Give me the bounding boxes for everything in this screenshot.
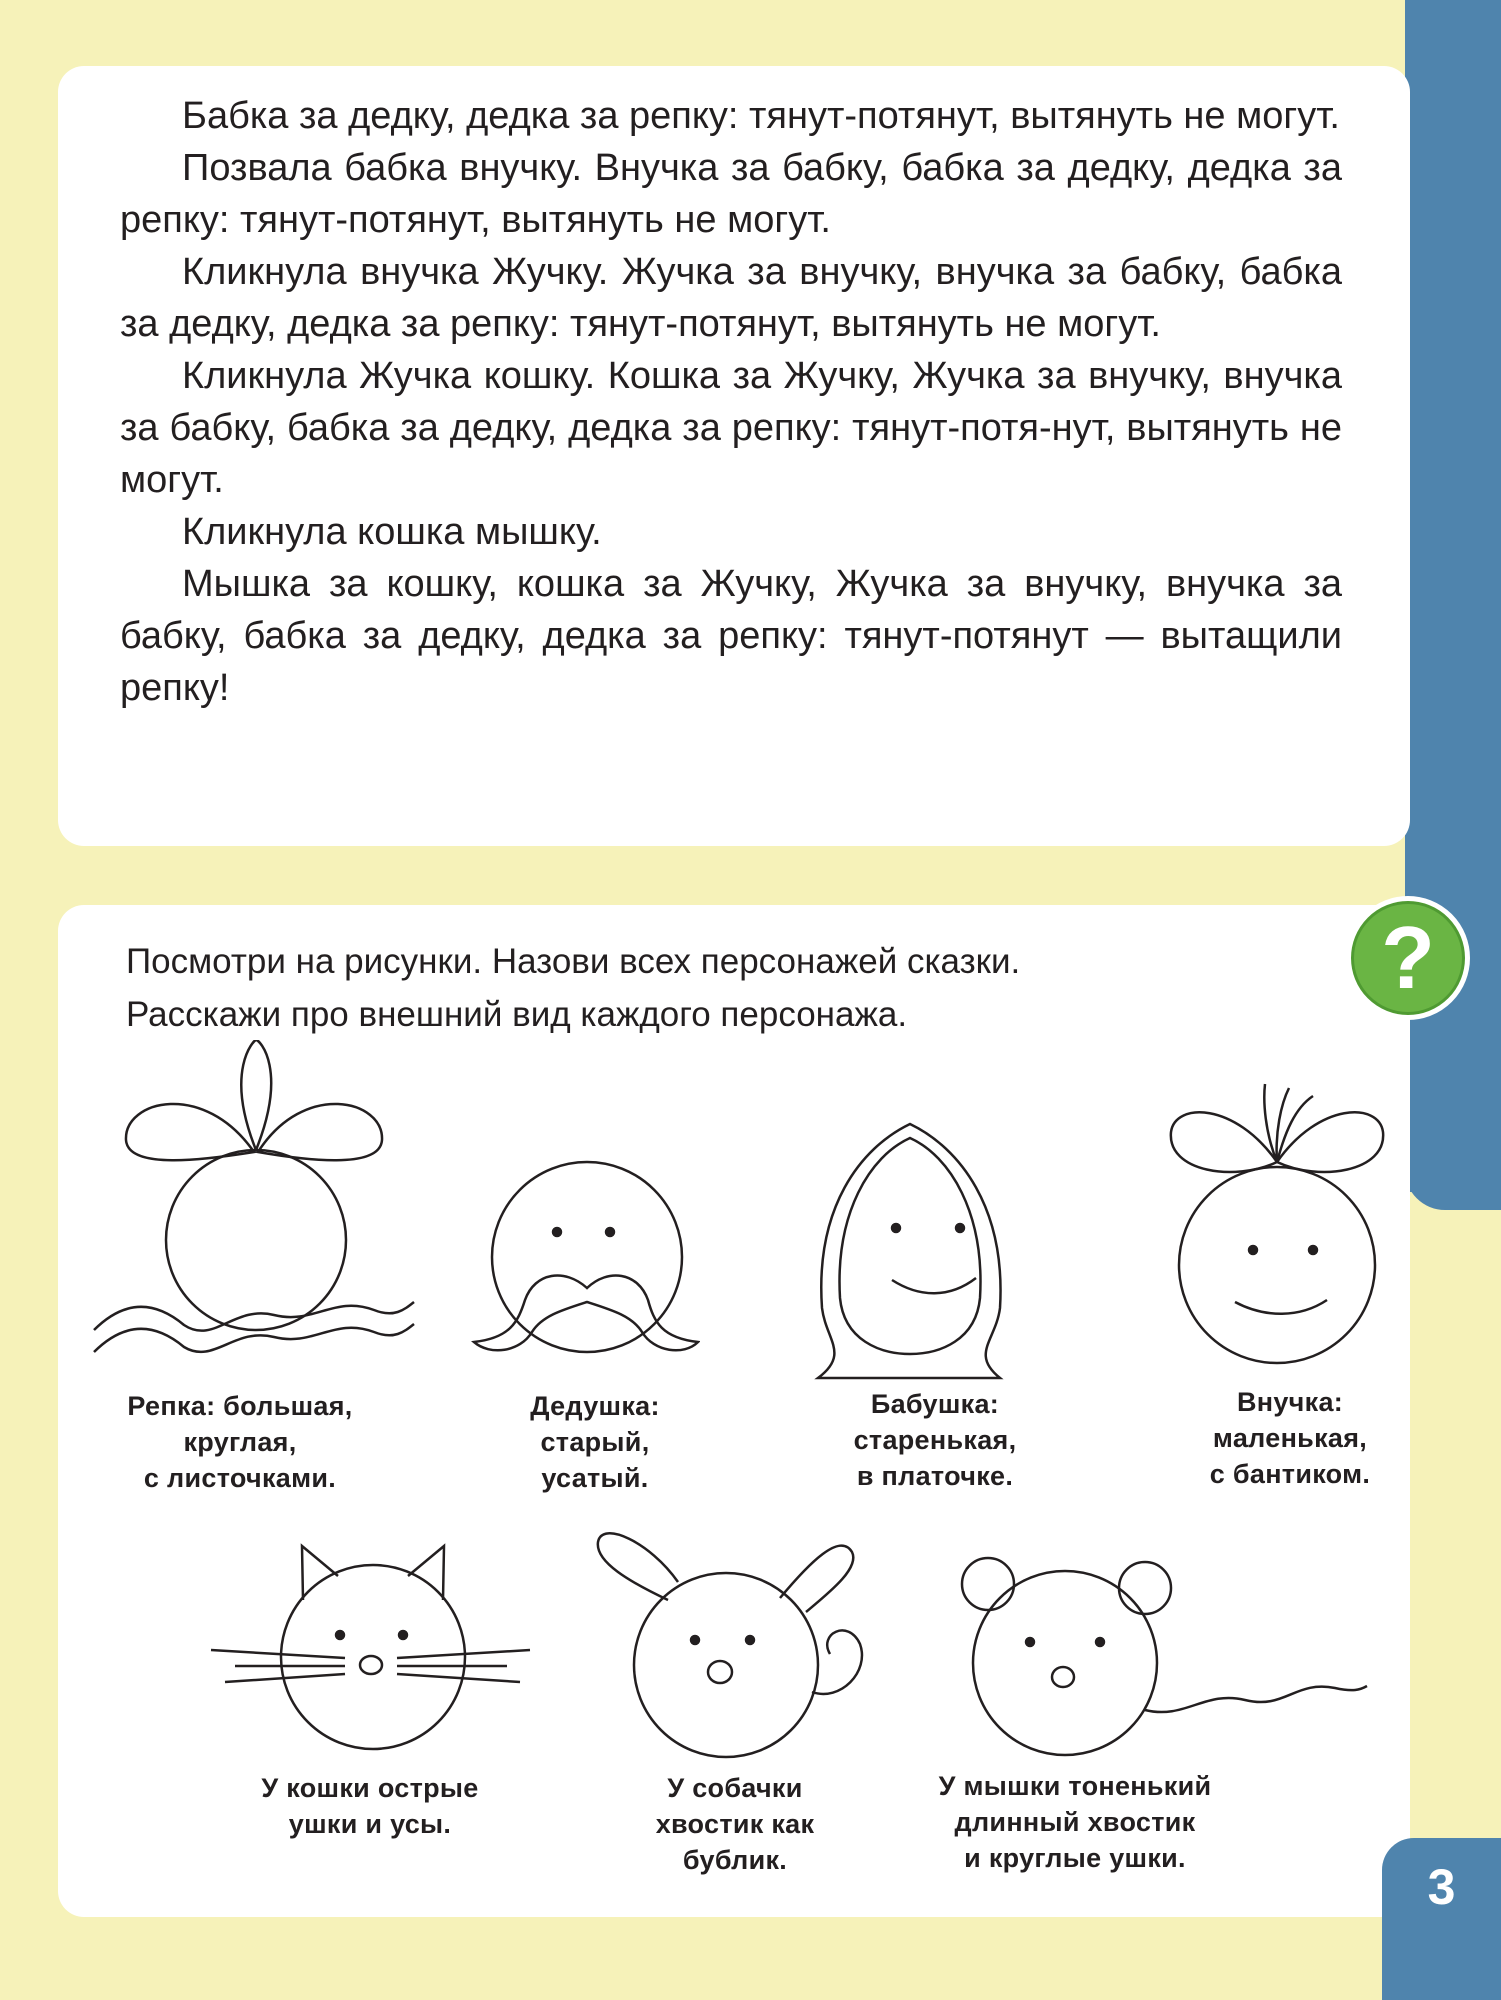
caption-line: Репка: большая, bbox=[127, 1391, 353, 1421]
grandpa-drawing-icon bbox=[470, 1160, 700, 1360]
caption-line: Бабушка: bbox=[870, 1389, 1000, 1419]
caption-line: Дедушка: bbox=[530, 1391, 660, 1421]
caption-line: старый, bbox=[540, 1427, 650, 1457]
story-text bbox=[120, 90, 1342, 714]
question-badge-icon: ? bbox=[1346, 896, 1470, 1020]
caption-line: старенькая, bbox=[853, 1425, 1017, 1455]
page-number: 3 bbox=[1427, 1859, 1456, 1915]
story-paragraph: Позвала бабка внучку. Внучка за бабку, бабка за дедку, дедка за репку: тянут-потянут, вытянуть не могут. bbox=[120, 147, 1342, 241]
caption-line: в платочке. bbox=[856, 1461, 1014, 1491]
caption-line: У мышки тоненький bbox=[938, 1771, 1212, 1801]
story-paragraph: Кликнула внучка Жучку. Жучка за внучку, внучка за бабку, бабка за дедку, дедка за репку: тянут-потянут, вытянуть не могут. bbox=[120, 251, 1342, 345]
caption-line: усатый. bbox=[541, 1463, 649, 1493]
caption-grandma bbox=[800, 1386, 1070, 1494]
task-instructions bbox=[126, 935, 1276, 1041]
dog-drawing-icon bbox=[590, 1522, 880, 1762]
task-line-1: Посмотри на рисунки. Назови всех персонажей сказки. bbox=[126, 942, 1021, 981]
caption-line: длинный хвостик bbox=[954, 1807, 1196, 1837]
caption-line: бублик. bbox=[682, 1845, 788, 1875]
caption-line: с листочками. bbox=[143, 1463, 337, 1493]
caption-granddaughter bbox=[1150, 1384, 1430, 1492]
side-tab-bottom bbox=[1405, 1140, 1501, 1210]
story-paragraph: Мышка за кошку, кошка за Жучку, Жучка за внучку, внучка за бабку, бабка за дедку, дедка за репку: тянут-потянут — вытащили репку! bbox=[120, 563, 1342, 709]
cat-drawing-icon bbox=[205, 1540, 540, 1760]
caption-line: У собачки bbox=[667, 1773, 803, 1803]
story-paragraph: Кликнула кошка мышку. bbox=[182, 511, 602, 553]
task-line-2: Расскажи про внешний вид каждого персонажа. bbox=[126, 995, 908, 1034]
story-paragraph: Кликнула Жучка кошку. Кошка за Жучку, Жучка за внучку, внучка за бабку, бабка за дедку, дедка за репку: тянут-потя-нут, вытянуть не могут. bbox=[120, 355, 1342, 501]
caption-grandpa bbox=[460, 1388, 730, 1496]
caption-line: маленькая, bbox=[1212, 1423, 1368, 1453]
caption-dog bbox=[600, 1770, 870, 1878]
caption-line: Внучка: bbox=[1236, 1387, 1344, 1417]
caption-line: с бантиком. bbox=[1209, 1459, 1371, 1489]
caption-line: ушки и усы. bbox=[288, 1809, 452, 1839]
caption-line: У кошки острые bbox=[261, 1773, 479, 1803]
caption-line: хвостик как bbox=[655, 1809, 815, 1839]
caption-cat bbox=[225, 1770, 515, 1842]
caption-mouse bbox=[905, 1768, 1245, 1876]
turnip-drawing-icon bbox=[84, 1040, 424, 1360]
caption-turnip bbox=[90, 1388, 390, 1496]
story-card bbox=[58, 66, 1410, 846]
story-paragraph: Бабка за дедку, дедка за репку: тянут-потянут, вытянуть не могут. bbox=[182, 95, 1340, 137]
caption-line: круглая, bbox=[183, 1427, 297, 1457]
granddaughter-drawing-icon bbox=[1165, 1082, 1390, 1367]
grandma-drawing-icon bbox=[800, 1118, 1020, 1383]
mouse-drawing-icon bbox=[955, 1550, 1375, 1765]
caption-line: и круглые ушки. bbox=[964, 1843, 1186, 1873]
